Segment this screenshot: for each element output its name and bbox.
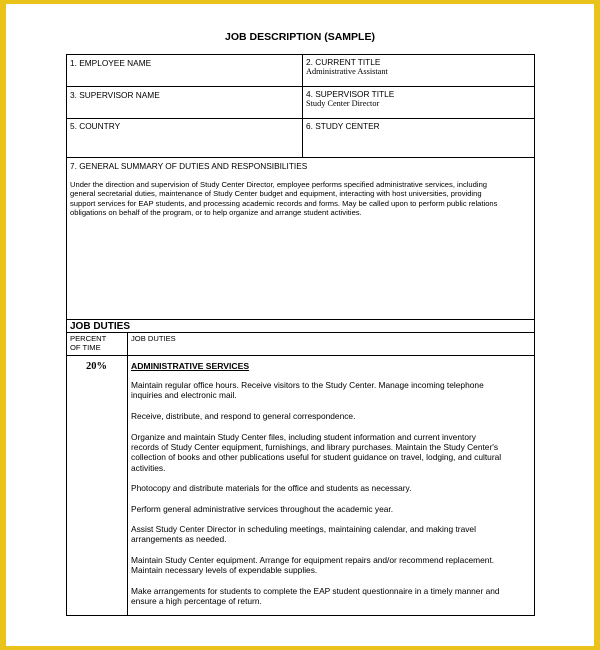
job-duties-heading: JOB DUTIES [70,321,131,332]
document-title: JOB DESCRIPTION (SAMPLE) [225,31,375,43]
duty-item: Maintain regular office hours. Receive visitors to the Study Center. Manage incoming telephone inquiries and electronic mail. [131,380,484,401]
summary-line: support services for EAP students, and processing academic records and forms. May be called upon to perform public relations [70,198,498,208]
column-header-top [66,332,535,333]
header-column-divider [302,54,303,158]
summary-line: Under the direction and supervision of Study Center Director, employee performs specified administrative services, including [70,180,488,189]
supervisor-title-value: Study Center Director [306,99,380,108]
duties-column-divider [127,332,128,616]
current-title-label: 2. CURRENT TITLE [306,57,381,67]
duty-item: Perform general administrative services throughout the academic year. [131,504,394,514]
job-duties-header: JOB DUTIES [131,334,176,343]
row-divider-2 [66,118,535,119]
current-title-value: Administrative Assistant [306,67,388,76]
row-divider-3 [66,157,535,158]
duty-item: Photocopy and distribute materials for the office and students as necessary. [131,483,412,493]
supervisor-title-label: 4. SUPERVISOR TITLE [306,89,395,99]
section-title: ADMINISTRATIVE SERVICES [131,361,250,371]
supervisor-name-label: 3. SUPERVISOR NAME [70,90,160,100]
summary-line: obligations on behalf of the program, or to help organize and arrange student activities. [70,208,362,218]
row-divider-1 [66,86,535,87]
duty-item: Make arrangements for students to complete the EAP student questionnaire in a timely manner and ensure a high percentage of return. [131,586,500,607]
summary-line: general secretarial duties, maintenance of Study Center budget and equipment, interacting with host universities, providing [70,189,482,199]
employee-name-label: 1. EMPLOYEE NAME [70,58,152,68]
duty-item: Organize and maintain Study Center files, including student information and current inventory records of Study Center equipment, furnishings, and library purchases. Maintain the Study Center's collection of books and other publications useful for student guidance on travel, lodging, and cultural activities. [131,432,502,473]
summary-label: 7. GENERAL SUMMARY OF DUTIES AND RESPONSIBILITIES [70,161,308,171]
column-header-bottom [66,355,535,356]
country-label: 5. COUNTRY [70,121,121,131]
study-center-label: 6. STUDY CENTER [306,121,380,131]
duty-item: Receive, distribute, and respond to general correspondence. [131,411,356,421]
summary-text [70,180,530,218]
duty-item: Assist Study Center Director in scheduling meetings, maintaining calendar, and making travel arrangements as needed. [131,524,476,545]
duty-item: Maintain Study Center equipment. Arrange for equipment repairs and/or recommend replacement. Maintain necessary levels of expendable supplies. [131,555,495,576]
document-page [6,4,594,646]
job-duties-divider [66,319,535,320]
percent-header: PERCENT OF TIME [70,334,107,352]
percent-value: 20% [86,361,107,372]
